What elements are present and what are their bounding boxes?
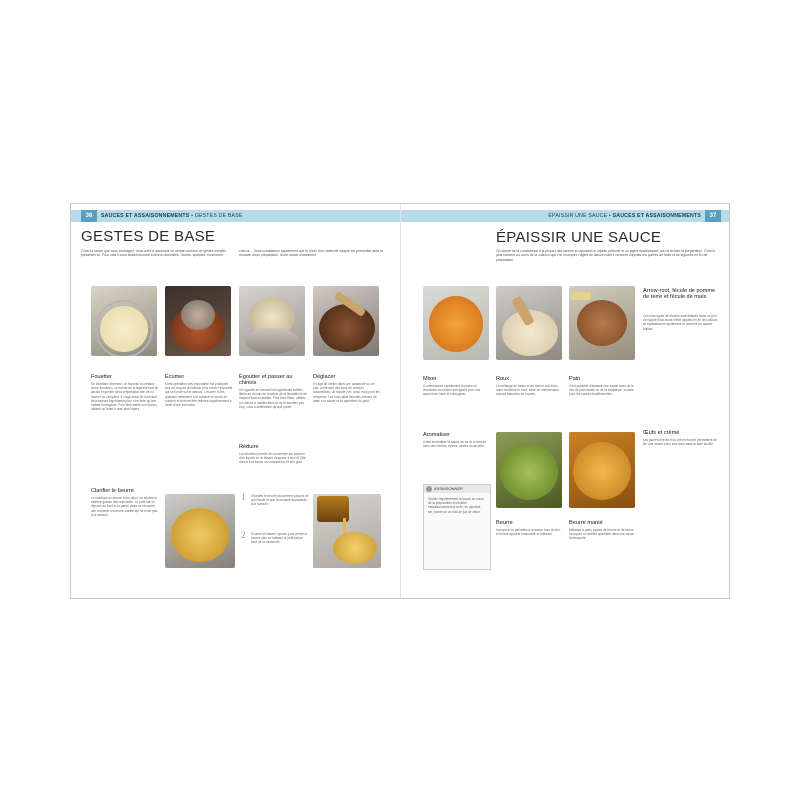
butter-sauce-photo: [496, 432, 562, 508]
running-head: [548, 210, 701, 222]
section-title-reduire: Réduire: [239, 444, 259, 450]
running-head-section: SAUCES ET ASSAISONNEMENTS: [101, 213, 190, 219]
running-head-separator: •: [608, 213, 611, 219]
intro-text-col1: Créer la sauce que vous envisagez, nous avez à accomplir un certain nombre de gestes simples présentés ici. Pour cela il vous faudra recourir à divers ustensiles : fouets, spatules, écumoires,: [81, 249, 226, 258]
section-body-mixer: Confectionnez rapidement la purée ou l'émulsion au mixeur plongeant pour une sauce bien lisse et homogène.: [423, 384, 481, 397]
info-icon: [426, 486, 432, 492]
section-body-pain: Il est possible d'épaissir une sauce avec de la mie de pain rassis ou de la chapelure, comme pour les sauces traditionnelles.: [569, 384, 635, 397]
callout-heading: ASSAISONNER: [424, 485, 490, 493]
bread-photo: [569, 286, 635, 360]
intro-text: On donne de la consistance à la plupart des sauces en ajoutant un liquide parfumé et un agent épaississant, qui va réduire la préparation. C'est le plus souvent au cours de la cuisson que l'on incorpore l'agent de liaison mais il convient d'ajouter les purées de fruits et de légumes en fin de préparation.: [496, 249, 716, 262]
roux-photo: [496, 286, 562, 360]
pouring-butter-photo: [313, 494, 381, 568]
section-body-aromatiser: Il faut aromatiser la sauce au fur et à mesure avec des herbes, épices, zestes ou alcools.: [423, 440, 487, 449]
running-head: [101, 210, 243, 222]
section-title-ecumer: Écumer: [165, 374, 185, 380]
section-title-oeufs-creme: Œufs et crème: [643, 430, 680, 436]
section-title-beurre-manie: Beurre manié: [569, 520, 603, 526]
page-number: 36: [81, 210, 97, 222]
section-title-deglacer: Déglacer: [313, 374, 336, 380]
section-body-oeufs-creme: Les jaunes d'œufs et la crème fraîche permettent de lier une sauce à feu très doux sans la faire bouillir.: [643, 438, 717, 447]
left-page: [71, 204, 401, 598]
running-head-chapter: ÉPAISSIR UNE SAUCE: [548, 213, 608, 219]
beurre-manie-photo: [569, 432, 635, 508]
section-body-clarifier: Le clarifiant du beurre à feu doux, on sépare la matière grasse des impuretés. Le petit-lait se dépose au fond et la partie claire se récupère afin d'obtenir un beurre clarifié qui ne brûle pas à la cuisson.: [91, 496, 158, 517]
deglazing-photo: [313, 286, 379, 356]
section-body-beurre: Incorporé en parcelles à la sauce hors du feu, le beurre apporte onctuosité et brillance.: [496, 528, 561, 537]
butter-pan-photo: [165, 494, 235, 568]
section-title-aromatiser: Aromatiser: [423, 432, 451, 438]
skimming-photo: [165, 286, 231, 356]
right-page: [401, 204, 730, 598]
section-body-arrowroot: Ces trois types de fécules sont délayés dans un peu de liquide froid avant d'être ajoutés en fin de cuisson. Ils épaississent rapidement et donnent un aspect brillant.: [643, 314, 719, 331]
running-head-separator: •: [191, 213, 194, 219]
section-title-arrowroot: Arrow-root, fécule de pomme de terre et fécule de maïs: [643, 288, 716, 300]
section-body-fouetter: Se fouettant vivement, on favorise la création d'une émulsion, on donne de la légèreté tout en aérant et gonfler de la préparation afin de lui donner de l'ampleur. Il s'agit aussi de la texture de plusieurs ingrédients pour n'en faire qu'une masse homogène. Pour bien battre vos blancs, utilisez un fouet à bras plus légers.: [91, 382, 159, 412]
running-head-section: SAUCES ET ASSAISONNEMENTS: [612, 213, 701, 219]
step-text-2: Écumer et laisser reposer puis verser le beurre clair en laissant le petit-lait au fond de la casserole.: [251, 532, 308, 545]
page-number: 37: [705, 210, 721, 222]
section-title-pain: Pain: [569, 376, 581, 382]
section-body-beurre-manie: Mélange à parts égales de beurre et de farine incorporé en petites quantités dans une sauce frémissante.: [569, 528, 635, 541]
intro-text-col2: chinois… Vous constaterez rapidement que le choix d'un ustensile adapté est primordial dans la réussite d'une préparation, d'une sauce notamment.: [239, 249, 383, 258]
section-title-beurre: Beurre: [496, 520, 513, 526]
section-title-mixer: Mixer: [423, 376, 437, 382]
step-number-2: 2: [241, 530, 246, 540]
section-body-deglacer: Il s'agit de verser dans une casserole ou un plat, contenant des sucs de cuisson caramélisés, un liquide (vin, fond, eau) pour les récupérer. Les sucs ainsi décollés servent de base à la sauce et lui apportent du goût.: [313, 382, 380, 403]
section-title-egoutter: Égoutter et passer au chinois: [239, 374, 293, 386]
seasoning-callout: [423, 484, 491, 570]
section-title-clarifier: Clarifier le beurre: [91, 488, 134, 494]
whisking-photo: [91, 286, 157, 356]
page-title: GESTES DE BASE: [81, 228, 216, 245]
section-title-roux: Roux: [496, 376, 510, 382]
step-text-1: Chauffer le beurre doucement jusqu'à ce qu'il fonde et que la mousse apparaisse à la surface.: [251, 494, 309, 507]
blending-photo: [423, 286, 489, 360]
running-head-chapter: GESTES DE BASE: [194, 213, 243, 219]
section-body-reduire: La réduction permet de concentrer les saveurs d'un liquide en le faisant évaporer à feu vif. Elle donne à la sauce sa consistance et son goût.: [239, 452, 306, 465]
straining-photo: [239, 286, 305, 356]
step-number-1: 1: [241, 492, 246, 502]
section-body-roux: Le mélange de farine et de beurre cuit à feu doux constitue le roux, base de nombreuses sauces blanches ou brunes.: [496, 384, 559, 397]
callout-body: Goûter régulièrement la sauce au cours de la préparation et rectifier l'assaisonnement à la fin, en ajoutant sel, poivre ou un trait de jus de citron.: [428, 497, 484, 514]
page-title: ÉPAISSIR UNE SAUCE: [496, 229, 662, 246]
section-title-fouetter: Fouetter: [91, 374, 112, 380]
section-body-egoutter: On égoutte en versant les ingrédients solides filtrés au chinois en fonction de la limpidité et de l'aspect final souhaités. Pour bien filtrer, utilisez un chinois à mailles fines et ne le fouettez pas trop, vous n'obtiendriez qu'une purée.: [239, 388, 307, 409]
section-body-ecumer: Cette opération très importante est pratiquée tout au long de la cuisson pour retirer l'impureté qui se forme sur le dessus. L'écume et les graisses remontent à la surface en cours de cuisson et doivent être retirées régulièrement à l'aide d'une écumoire.: [165, 382, 233, 408]
book-spread: [70, 203, 730, 599]
